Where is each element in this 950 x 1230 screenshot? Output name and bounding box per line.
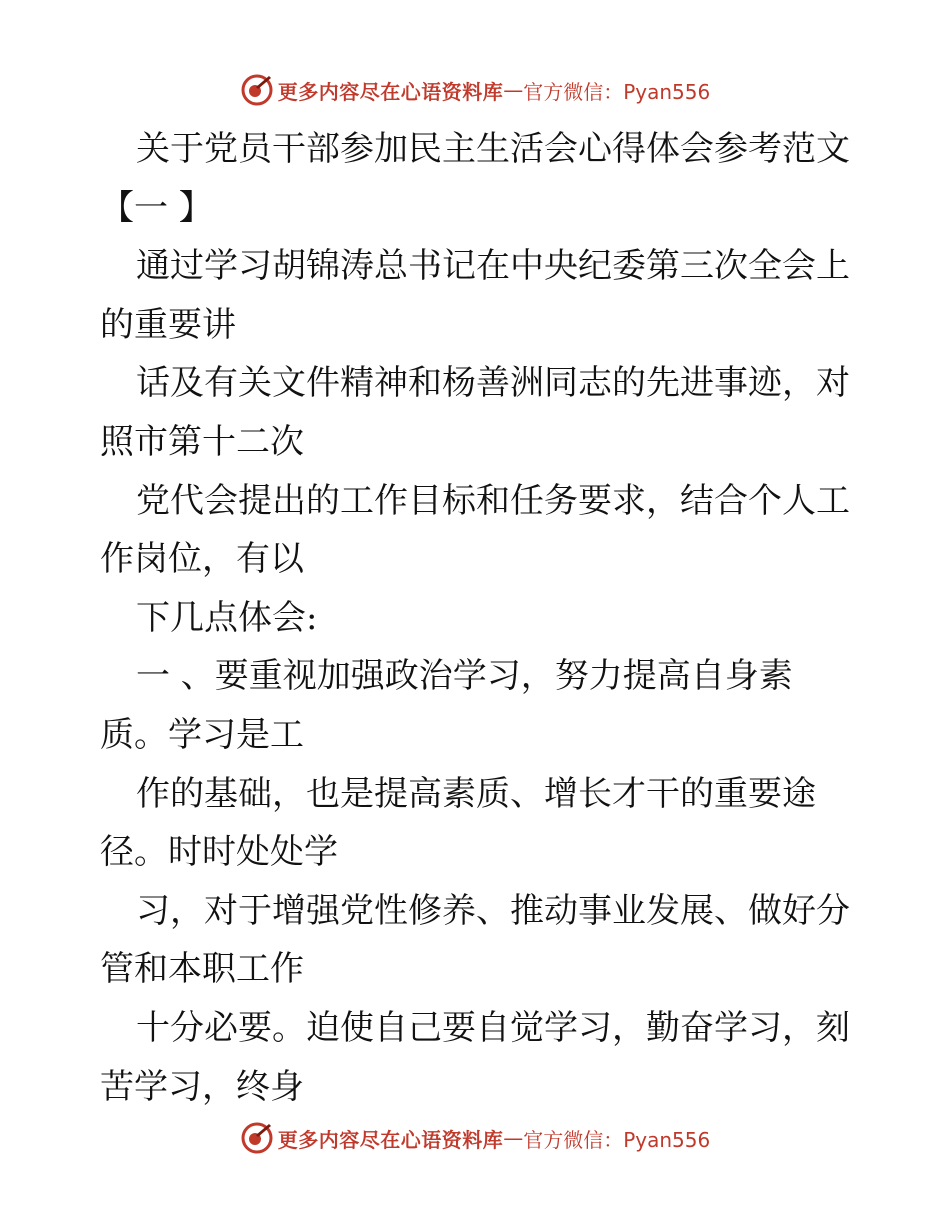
paragraph-line: 话及有关文件精神和杨善洲同志的先进事迹，对 — [136, 363, 850, 404]
document-body — [100, 120, 860, 1116]
paragraph-line: 质。学习是工 — [100, 714, 304, 755]
paragraph-line: 党代会提出的工作目标和任务要求，结合个人工 — [136, 480, 850, 521]
header-banner-separator: — — [503, 78, 524, 102]
document-title: 关于党员干部参加民主生活会心得体会参考范文 — [136, 129, 850, 169]
paragraph-line: 照市第十二次 — [100, 421, 304, 462]
pen-logo-icon — [240, 1121, 274, 1155]
header-banner-text: 更多内容尽在心语资料库 — [277, 79, 504, 104]
paragraph-line: 苦学习，终身 — [100, 1066, 304, 1107]
footer-banner — [0, 1118, 950, 1158]
footer-banner-separator: — — [503, 1126, 524, 1150]
paragraph-line: 习，对于增强党性修养、推动事业发展、做好分 — [136, 890, 850, 931]
paragraph-line: 径。时时处处学 — [100, 832, 338, 873]
footer-banner-text: 更多内容尽在心语资料库 — [277, 1127, 504, 1152]
paragraph-line: 十分必要。迫使自己要自觉学习，勤奋学习，刻 — [136, 1007, 850, 1048]
paragraph-line: 下几点体会: — [136, 597, 318, 638]
section-marker: 【一 】 — [100, 187, 213, 228]
pen-logo-icon — [240, 73, 274, 107]
paragraph-line: 一 、要重视加强政治学习，努力提高自身素 — [136, 656, 793, 697]
footer-banner-contact: 官方微信：Pyan556 — [523, 1127, 711, 1152]
paragraph-line: 管和本职工作 — [100, 949, 304, 990]
header-banner-contact: 官方微信：Pyan556 — [523, 79, 711, 104]
paragraph-line: 作岗位，有以 — [100, 539, 304, 580]
paragraph-line: 作的基础，也是提高素质、增长才干的重要途 — [136, 773, 816, 814]
header-banner — [0, 70, 950, 110]
paragraph-line: 的重要讲 — [100, 304, 236, 345]
paragraph-line: 通过学习胡锦涛总书记在中央纪委第三次全会上 — [136, 246, 850, 287]
